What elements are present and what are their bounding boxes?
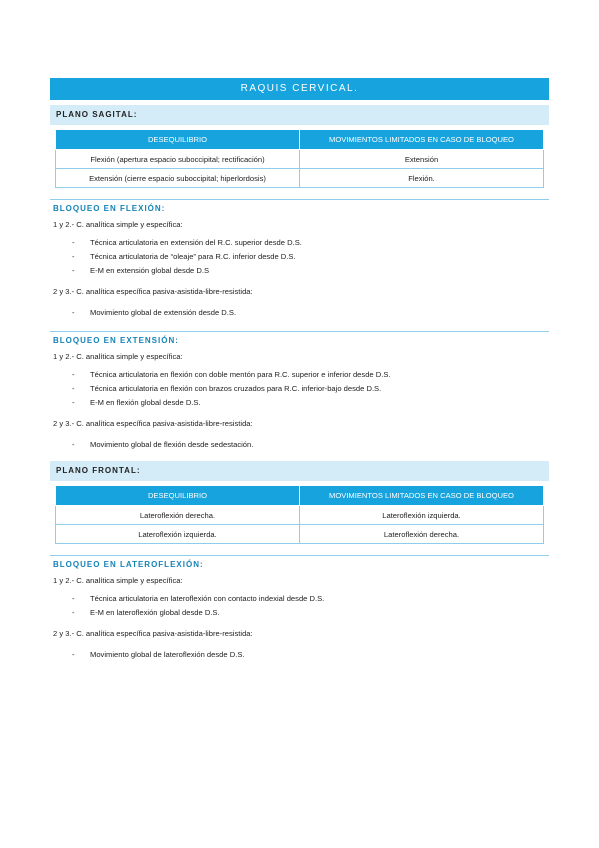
list-item: - Movimiento global de flexión desde sedestación. [72, 440, 254, 449]
table-header-row [56, 130, 544, 150]
technique-list [50, 648, 549, 662]
list-item-text: E-M en lateroflexión global desde D.S. [90, 608, 220, 617]
sagital-table [55, 129, 544, 188]
group-heading: 2 y 3.- C. analítica específica pasiva-asistida-libre-resistida: [53, 419, 253, 428]
table-cell: Lateroflexión derecha. [300, 525, 544, 544]
table-row [56, 506, 544, 525]
column-header: DESEQUILIBRIO [56, 130, 300, 150]
list-item-text: Movimiento global de flexión desde sedestación. [90, 440, 254, 449]
list-item: - Técnica articulatoria de “oleaje” para R.C. inferior desde D.S. [72, 252, 296, 261]
section-heading-extension: BLOQUEO EN EXTENSIÓN: [50, 331, 549, 345]
list-item: - E-M en extensión global desde D.S [72, 266, 210, 275]
list-item-text: Técnica articulatoria en lateroflexión con contacto indexial desde D.S. [90, 594, 325, 603]
group-heading: 1 y 2.- C. analítica simple y específica: [53, 576, 183, 585]
section-heading-flexion: BLOQUEO EN FLEXIÓN: [50, 199, 549, 213]
list-item: - Técnica articulatoria en flexión con doble mentón para R.C. superior e inferior desde D.S. [72, 370, 391, 379]
table-row [56, 525, 544, 544]
list-item: - Técnica articulatoria en extensión del R.C. superior desde D.S. [72, 238, 302, 247]
list-item-text: Técnica articulatoria en flexión con doble mentón para R.C. superior e inferior desde D.S. [90, 370, 391, 379]
technique-list [50, 368, 549, 410]
list-item-text: Técnica articulatoria de “oleaje” para R.C. inferior desde D.S. [90, 252, 296, 261]
table-cell: Lateroflexión derecha. [56, 506, 300, 525]
group-heading: 1 y 2.- C. analítica simple y específica: [53, 220, 183, 229]
technique-list [50, 592, 549, 620]
table-row [56, 169, 544, 188]
page-title: RAQUIS CERVICAL. [50, 78, 549, 100]
table-cell: Extensión (cierre espacio suboccipital; hiperlordosis) [56, 169, 300, 188]
group-heading: 2 y 3.- C. analítica específica pasiva-asistida-libre-resistida: [53, 629, 253, 638]
sagital-plane-heading: PLANO SAGITAL: [50, 105, 549, 125]
section-heading-lateroflexion: BLOQUEO EN LATEROFLEXIÓN: [50, 555, 549, 569]
technique-list [50, 236, 549, 278]
document-page [50, 78, 549, 662]
list-item-text: Técnica articulatoria en extensión del R.C. superior desde D.S. [90, 238, 302, 247]
list-item: - Movimiento global de extensión desde D.S. [72, 308, 237, 317]
table-cell: Flexión. [300, 169, 544, 188]
group-heading: 1 y 2.- C. analítica simple y específica: [53, 352, 183, 361]
list-item: - Técnica articulatoria en lateroflexión con contacto indexial desde D.S. [72, 594, 325, 603]
list-item-text: E-M en flexión global desde D.S. [90, 398, 201, 407]
group-heading: 2 y 3.- C. analítica específica pasiva-asistida-libre-resistida: [53, 287, 253, 296]
list-item: - Técnica articulatoria en flexión con brazos cruzados para R.C. inferior-bajo desde D.S. [72, 384, 382, 393]
table-cell: Lateroflexión izquierda. [300, 506, 544, 525]
table-cell: Flexión (apertura espacio suboccipital; rectificación) [56, 150, 300, 169]
technique-list [50, 438, 549, 452]
column-header: MOVIMIENTOS LIMITADOS EN CASO DE BLOQUEO [300, 130, 544, 150]
column-header: DESEQUILIBRIO [56, 486, 300, 506]
list-item-text: Movimiento global de extensión desde D.S. [90, 308, 237, 317]
list-item-text: E-M en extensión global desde D.S [90, 266, 210, 275]
table-cell: Extensión [300, 150, 544, 169]
table-cell: Lateroflexión izquierda. [56, 525, 300, 544]
table-header-row [56, 486, 544, 506]
technique-list [50, 306, 549, 320]
column-header: MOVIMIENTOS LIMITADOS EN CASO DE BLOQUEO [300, 486, 544, 506]
table-row [56, 150, 544, 169]
frontal-plane-heading: PLANO FRONTAL: [50, 461, 549, 481]
frontal-table [55, 485, 544, 544]
list-item-text: Movimiento global de lateroflexión desde D.S. [90, 650, 245, 659]
list-item-text: Técnica articulatoria en flexión con brazos cruzados para R.C. inferior-bajo desde D.S. [90, 384, 382, 393]
list-item: - Movimiento global de lateroflexión desde D.S. [72, 650, 245, 659]
list-item: - E-M en lateroflexión global desde D.S. [72, 608, 220, 617]
list-item: - E-M en flexión global desde D.S. [72, 398, 201, 407]
